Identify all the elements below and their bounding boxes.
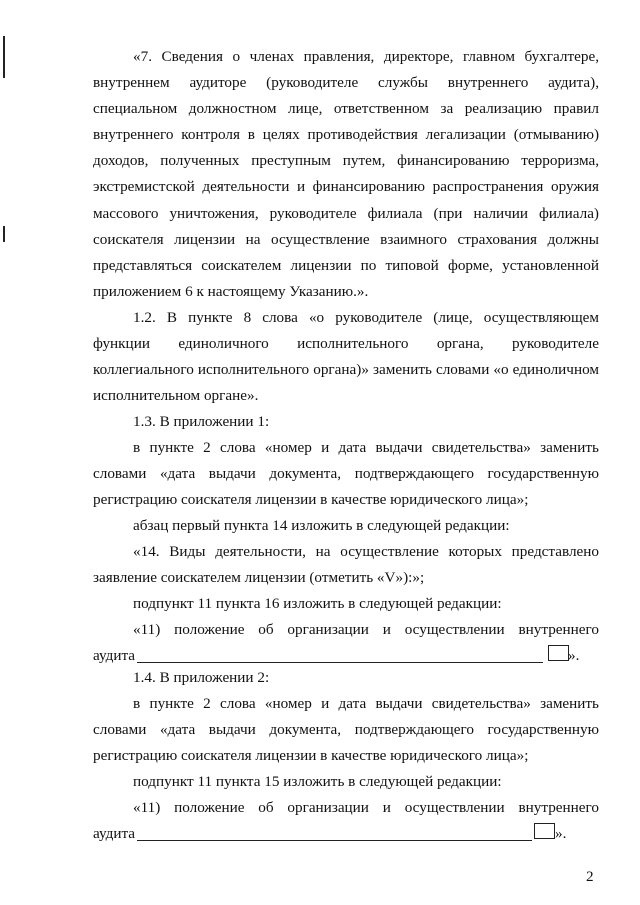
checkbox[interactable] bbox=[534, 823, 555, 839]
margin-mark bbox=[3, 36, 5, 78]
margin-mark bbox=[3, 226, 5, 242]
fill-line-label: аудита bbox=[93, 647, 136, 664]
paragraph-appendix1-point16: подпункт 11 пункта 16 изложить в следующей редакции: bbox=[133, 595, 502, 612]
paragraph-appendix1-point14: абзац первый пункта 14 изложить в следующей редакции: bbox=[133, 517, 510, 534]
paragraph-item-7: «7. Сведения о членах правления, директоре, главном бухгалтере, внутреннем аудиторе (руководителе службы внутреннего аудита), специальном должностном лице, ответственном за реализацию правил внутреннего контроля в целях противодействия легализации (отмыванию) доходов, полученных преступным путем, финансированию терроризма, экстремистской деятельности и финансированию распространения оружия массового уничтожения, руководителе филиала (при наличии филиала) соискателя лицензии на осуществление взаимного страхования должны представляться соискателем лицензии по типовой форме, установленной приложением 6 к настоящему Указанию.». bbox=[93, 48, 599, 300]
fill-line-end: ». bbox=[568, 647, 580, 664]
fill-line-label: аудита bbox=[93, 825, 136, 842]
paragraph-item-14-text: «14. Виды деятельности, на осуществление которых представлено заявление соискателем лицензии (отметить «V»):»; bbox=[93, 543, 599, 587]
form-fill-line bbox=[93, 821, 599, 847]
paragraph-appendix2-point15: подпункт 11 пункта 15 изложить в следующей редакции: bbox=[133, 773, 502, 790]
page-number: 2 bbox=[586, 868, 594, 885]
paragraph-item-11-text: «11) положение об организации и осуществлении внутреннего bbox=[133, 799, 599, 816]
paragraph-point-1-4: 1.4. В приложении 2: bbox=[133, 669, 270, 686]
paragraph-appendix2-point2: в пункте 2 слова «номер и дата выдачи свидетельства» заменить словами «дата выдачи документа, подтверждающего государственную регистрацию соискателя лицензии в качестве юридического лица»; bbox=[93, 695, 599, 765]
paragraph-point-1-2: 1.2. В пункте 8 слова «о руководителе (лице, осуществляющем функции единоличного исполнительного органа, руководителе коллегиального исполнительного органа)» заменить словами «о единоличном исполнительном органе». bbox=[93, 309, 599, 405]
fill-line-end: ». bbox=[555, 825, 567, 842]
fill-line-underline bbox=[137, 662, 543, 663]
paragraph-item-11-text: «11) положение об организации и осуществлении внутреннего bbox=[133, 621, 599, 638]
fill-line-underline bbox=[137, 840, 532, 841]
checkbox[interactable] bbox=[548, 645, 569, 661]
paragraph-appendix1-point2: в пункте 2 слова «номер и дата выдачи свидетельства» заменить словами «дата выдачи документа, подтверждающего государственную регистрацию соискателя лицензии в качестве юридического лица»; bbox=[93, 439, 599, 509]
paragraph-point-1-3: 1.3. В приложении 1: bbox=[133, 413, 270, 430]
